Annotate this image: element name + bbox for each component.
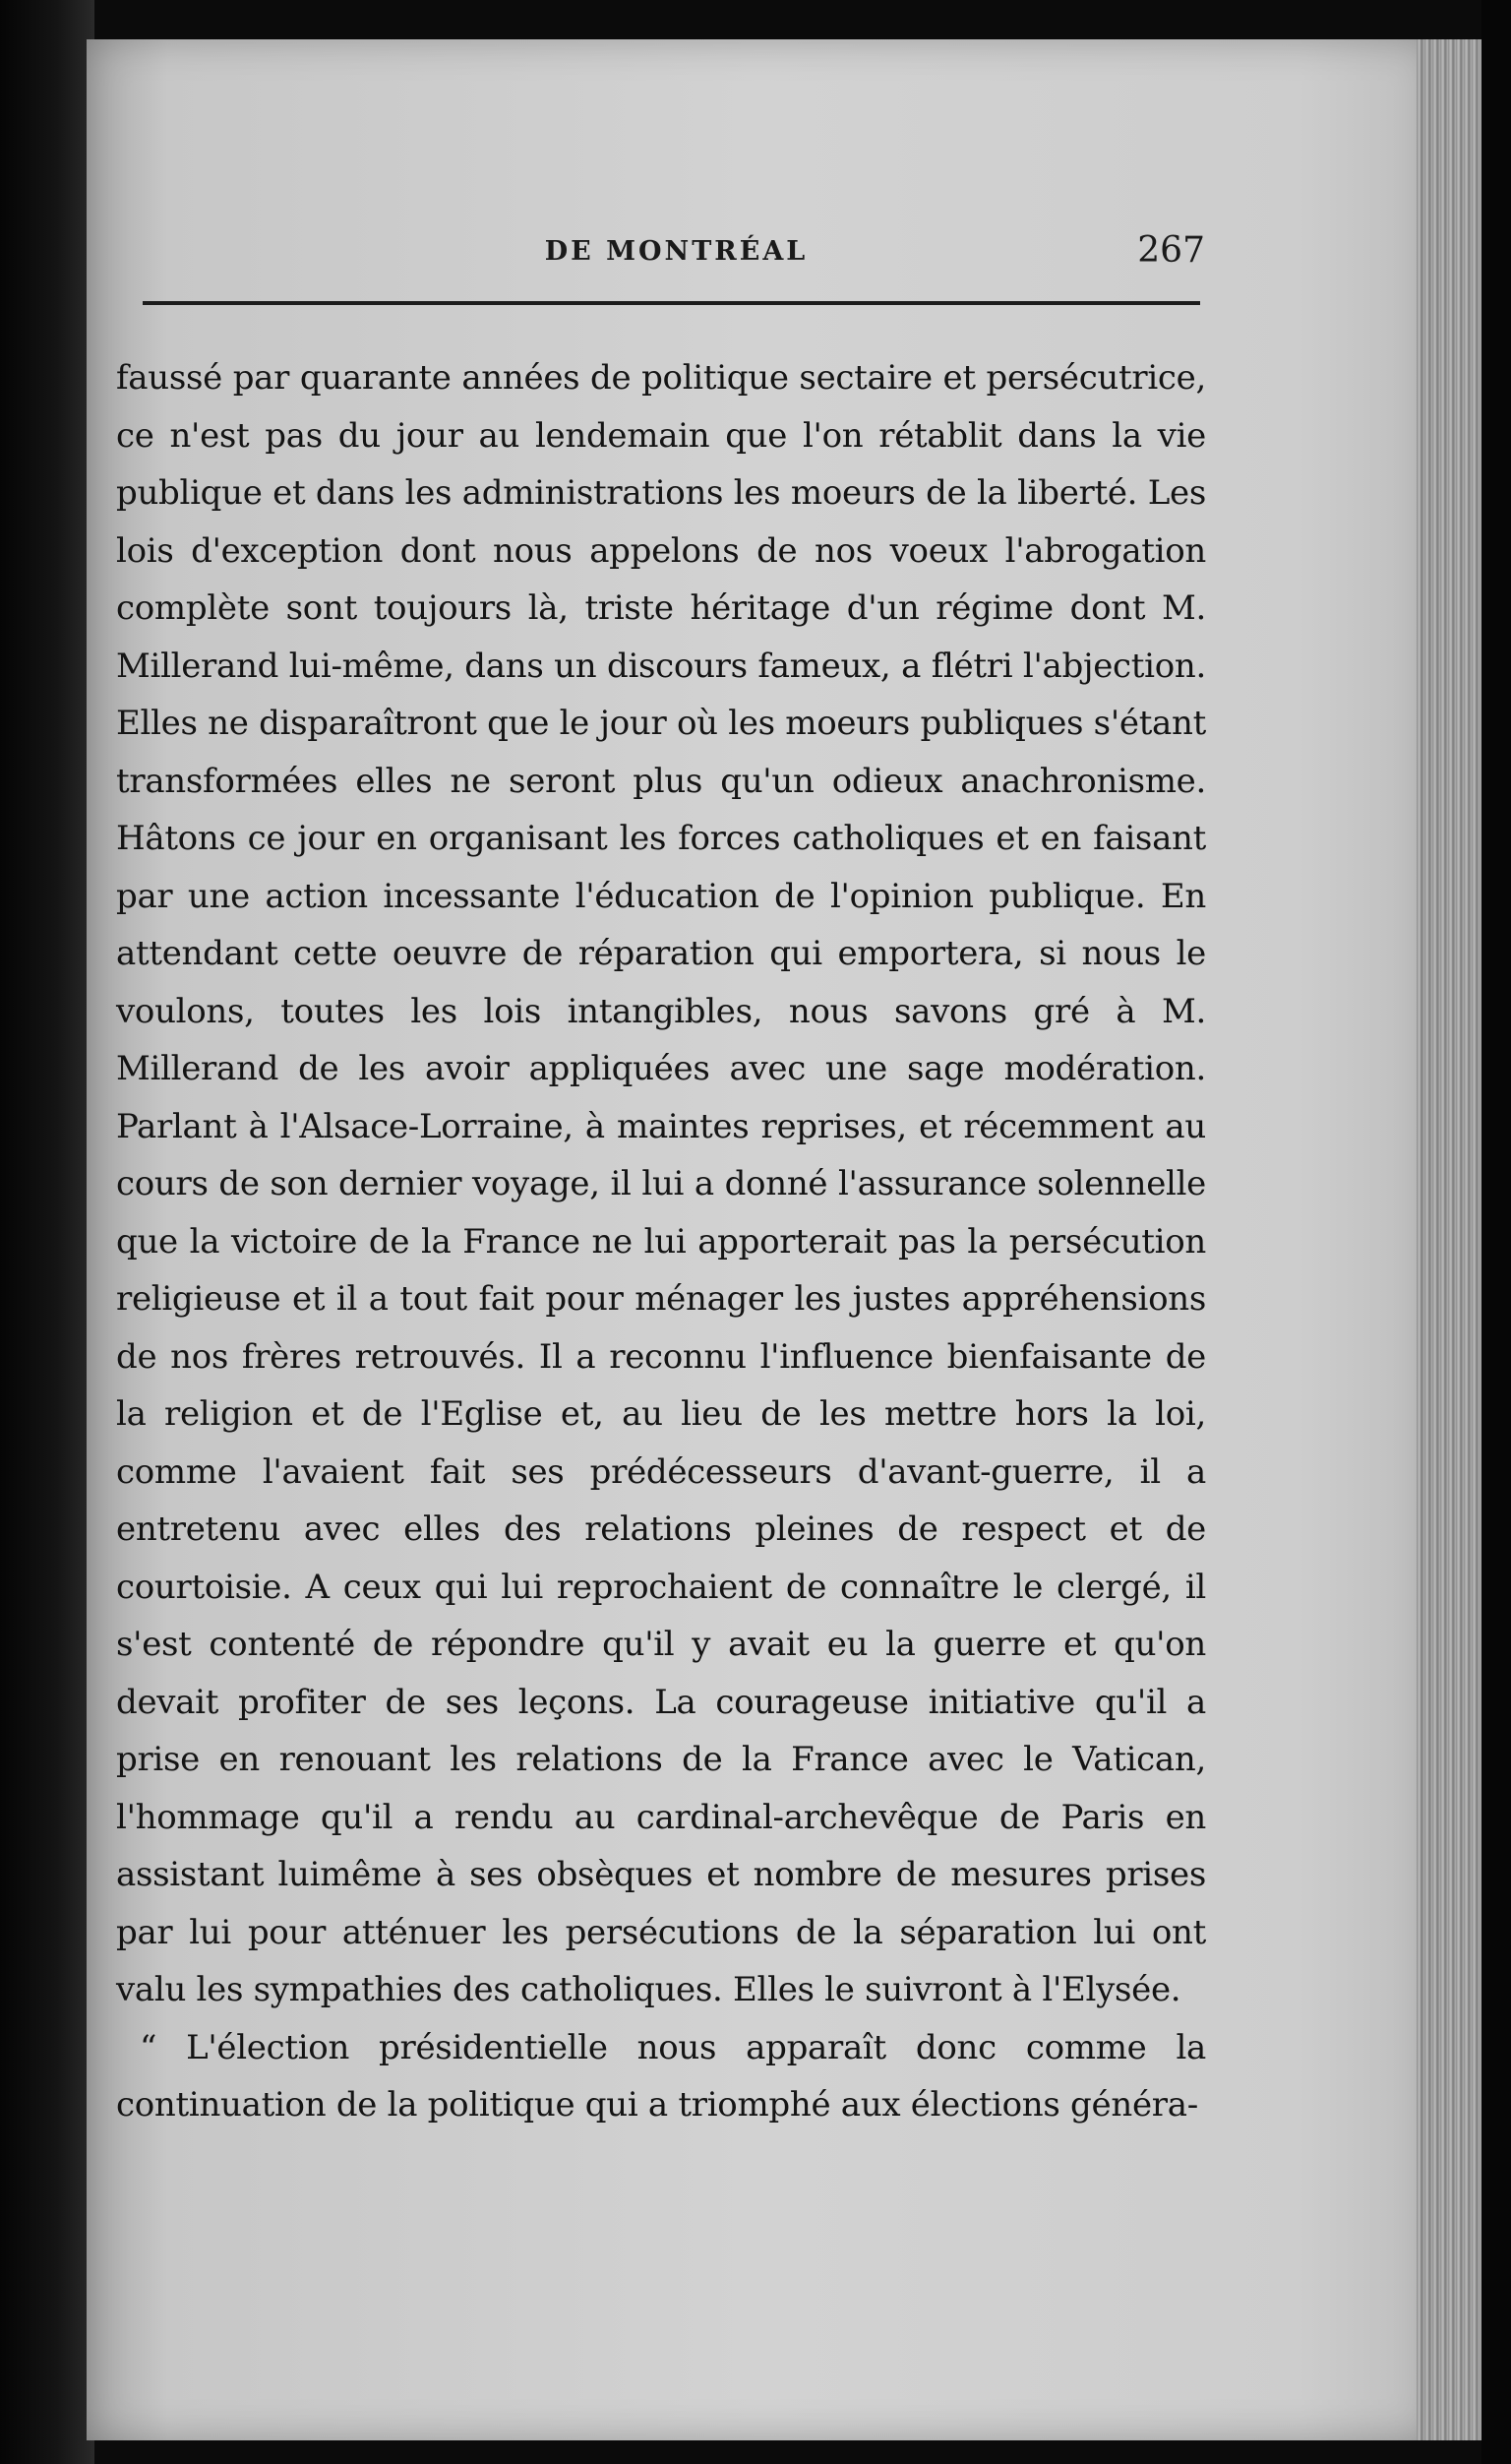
paragraph: faussé par quarante années de politique sectaire et persécutrice, ce n'est pas du jour au lendemain que l'on rétablit dans la vie publique et dans les administrations les moeurs de la liberté. Les lois d'exception dont nous appelons de nos voeux l'abrogation complète sont toujours là, triste héritage d'un régime dont M. Millerand lui-même, dans un discours fameux, a flétri l'abjection. Elles ne disparaîtront que le jour où les moeurs publiques s'étant transformées elles ne seront plus qu'un odieux anachronisme. Hâtons ce jour en organisant les forces catholiques et en faisant par une action incessante l'éducation de l'opinion publique. En attendant cette oeuvre de réparation qui emportera, si nous le voulons, toutes les lois intangibles, nous savons gré à M. Millerand de les avoir appliquées avec une sage modération. Parlant à l'Alsace-Lorraine, à maintes reprises, et récemment au cours de son dernier voyage, il lui a donné l'assurance solennelle que la victoire de la France ne lui apporterait pas la persécution religieuse et il a tout fait pour ménager les justes appréhensions de nos frères retrouvés. Il a reconnu l'influence bienfaisante de la religion et de l'Eglise et, au lieu de les mettre hors la loi, comme l'avaient fait ses prédécesseurs d'avant-guerre, il a entretenu avec elles des relations pleines de respect et de courtoisie. A ceux qui lui reprochaient de connaître le clergé, il s'est contenté de répondre qu'il y avait eu la guerre et qu'on devait profiter de ses leçons. La courageuse initiative qu'il a prise en renouant les relations de la France avec le Vatican, l'hommage qu'il a rendu au cardinal-archevêque de Paris en assistant luimême à ses obsèques et nombre de mesures prises par lui pour atténuer les persécutions de la séparation lui ont valu les sympathies des catholiques. Elles le suivront à l'Elysée.	[116, 358, 1206, 2009]
running-title: DE MONTRÉAL	[544, 236, 809, 267]
page-stack-edge	[1417, 39, 1485, 2440]
page-number: 267	[1137, 230, 1205, 271]
header-rule	[143, 301, 1200, 305]
paragraph: “ L'élection présidentielle nous apparaît donc comme la continuation de la politique qui a triomphé aux élections généra-	[116, 2027, 1206, 2125]
scan-left-edge	[0, 0, 94, 2464]
running-head	[148, 228, 1205, 287]
scan-right-edge	[1481, 0, 1511, 2464]
body-text	[116, 349, 1206, 2134]
